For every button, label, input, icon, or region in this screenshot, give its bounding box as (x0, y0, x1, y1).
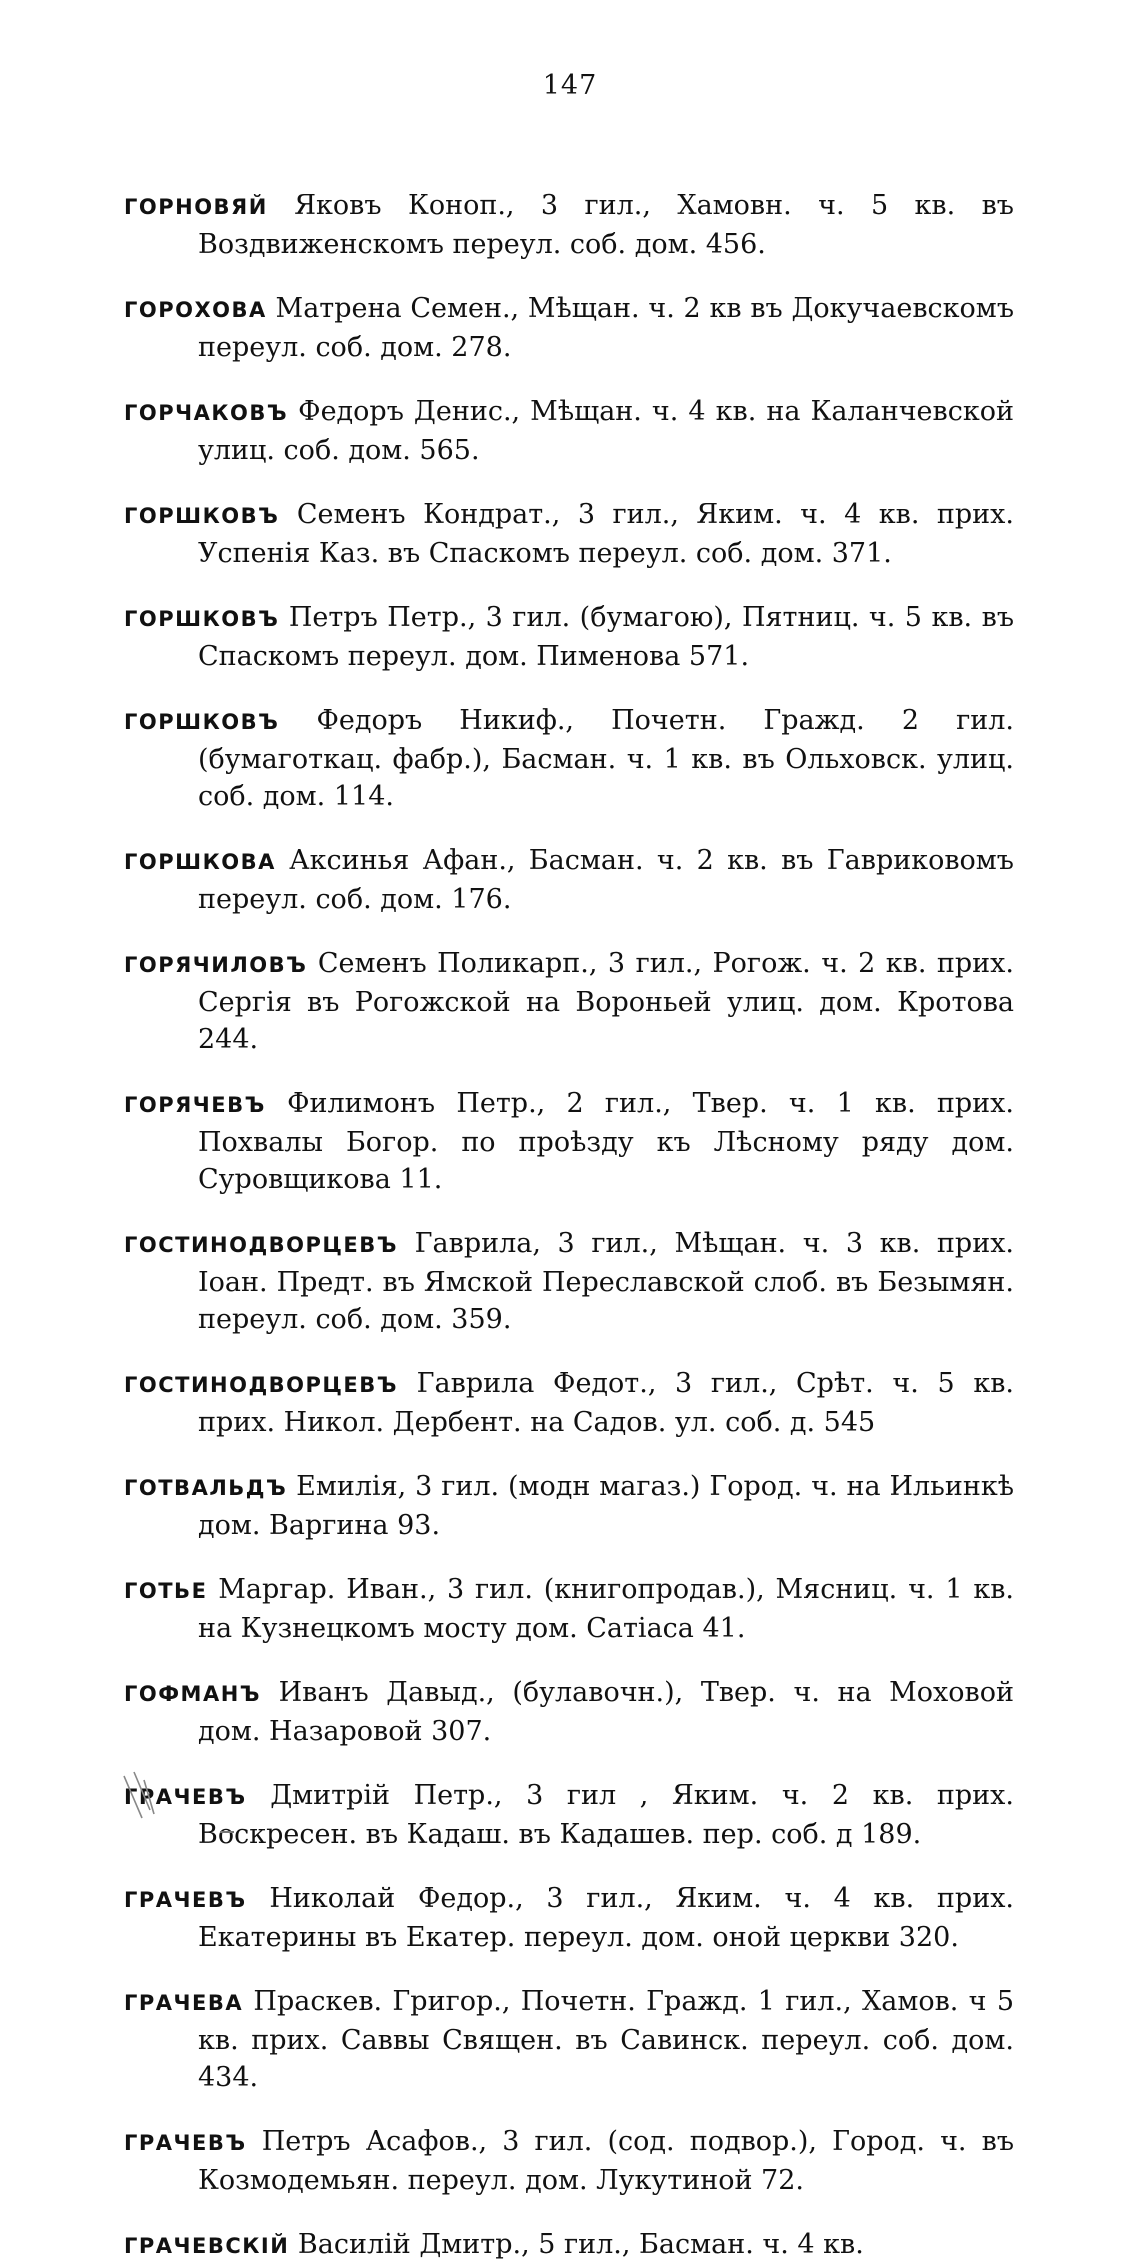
entry-surname: ГОСТИНОДВОРЦЕВЪ (124, 1373, 398, 1397)
directory-entry (124, 2123, 1014, 2199)
directory-entry (124, 187, 1014, 263)
entry-surname: ГОРЧАКОВЪ (124, 401, 289, 425)
entry-text: Яковъ Коноп., 3 гил., Хамовн. ч. 5 кв. въ Воздвиженскомъ переул. соб. дом. 456. (198, 190, 1014, 260)
entry-text: Емилія, 3 гил. (модн магаз.) Город. ч. на Ильинкѣ дом. Варгина 93. (198, 1471, 1014, 1541)
entry-surname: ГРАЧЕВСКІЙ (124, 2234, 290, 2258)
entry-text: Матрена Семен., Мѣщан. ч. 2 кв въ Докучаевскомъ переул. соб. дом. 278. (198, 293, 1014, 363)
directory-entry (124, 945, 1014, 1058)
entry-surname: ГОРОХОВА (124, 298, 267, 322)
entry-text: Праскев. Григор., Почетн. Гражд. 1 гил., Хамов. ч 5 кв. прих. Саввы Священ. въ Савинск. переул. соб. дом. 434. (198, 1986, 1014, 2093)
entry-text: Семенъ Кондрат., 3 гил., Яким. ч. 4 кв. прих. Успенія Каз. въ Спаскомъ переул. соб. дом. 371. (198, 499, 1014, 569)
entry-surname: ГРАЧЕВА (124, 1991, 244, 2015)
directory-entry (124, 393, 1014, 469)
entry-text: Федоръ Денис., Мѣщан. ч. 4 кв. на Каланчевской улиц. соб. дом. 565. (198, 396, 1014, 466)
directory-entry (124, 702, 1014, 815)
entry-text: Маргар. Иван., 3 гил. (книгопродав.), Мясниц. ч. 1 кв. на Кузнецкомъ мосту дом. Сатіаса 41. (198, 1574, 1014, 1644)
directory-entry (124, 1085, 1014, 1198)
entry-text: Петръ Петр., 3 гил. (бумагою), Пятниц. ч. 5 кв. въ Спаскомъ переул. дом. Пименова 571. (198, 602, 1014, 672)
directory-entry (124, 599, 1014, 675)
directory-entry (124, 2226, 1014, 2265)
entry-surname: ГОРЯЧЕВЪ (124, 1093, 266, 1117)
entry-surname: ГОТВАЛЬДЪ (124, 1476, 288, 1500)
directory-entry (124, 1674, 1014, 1750)
directory-entry (124, 1365, 1014, 1441)
entry-text: Гаврила Федот., 3 гил., Срѣт. ч. 5 кв. прих. Никол. Дербент. на Садов. ул. соб. д. 545 (198, 1368, 1014, 1438)
entry-text: Филимонъ Петр., 2 гил., Твер. ч. 1 кв. прих. Похвалы Богор. по проѣзду къ Лѣсному ряду дом. Суровщикова 11. (198, 1088, 1014, 1195)
directory-entry (124, 290, 1014, 366)
entry-text: Дмитрій Петр., 3 гил , Яким. ч. 2 кв. прих. Воскресен. въ Кадаш. въ Кадашев. пер. соб. д 189. (198, 1780, 1014, 1850)
directory-entry (124, 1571, 1014, 1647)
entry-text: Василій Дмитр., 5 гил., Басман. ч. 4 кв. (297, 2229, 864, 2260)
entry-text: Иванъ Давыд., (булавочн.), Твер. ч. на Моховой дом. Назаровой 307. (198, 1677, 1014, 1747)
directory-entries (124, 160, 1014, 2267)
directory-entry (124, 496, 1014, 572)
entry-text: Николай Федор., 3 гил., Яким. ч. 4 кв. прих. Екатерины въ Екатер. переул. дом. оной церкви 320. (198, 1883, 1014, 1953)
entry-surname: ГОТЬЕ (124, 1579, 208, 1603)
entry-text: Федоръ Никиф., Почетн. Гражд. 2 гил. (бумаготкац. фабр.), Басман. ч. 1 кв. въ Ольховск. улиц. соб. дом. 114. (198, 705, 1014, 812)
pencil-scribble-mark (120, 1770, 270, 1850)
entry-text: Гаврила, 3 гил., Мѣщан. ч. 3 кв. прих. Іоан. Предт. въ Ямской Переславской слоб. въ Безымян. переул. соб. дом. 359. (198, 1228, 1014, 1335)
entry-surname: ГОРШКОВА (124, 850, 276, 874)
entry-surname: ГОРШКОВЪ (124, 710, 280, 734)
entry-surname: ГОФМАНЪ (124, 1682, 262, 1706)
directory-entry (124, 842, 1014, 918)
entry-surname: ГОРЯЧИЛОВЪ (124, 953, 308, 977)
page-number: 147 (542, 70, 598, 101)
directory-entry (124, 1983, 1014, 2096)
directory-entry (124, 1880, 1014, 1956)
directory-entry (124, 1468, 1014, 1544)
entry-surname: ГОРШКОВЪ (124, 607, 280, 631)
directory-entry (124, 1225, 1014, 1338)
entry-text: Семенъ Поликарп., 3 гил., Рогож. ч. 2 кв. прих. Сергія въ Рогожской на Вороньей улиц. дом. Кротова 244. (198, 948, 1014, 1055)
entry-surname: ГРАЧЕВЪ (124, 2131, 247, 2155)
entry-surname: ГОРШКОВЪ (124, 504, 280, 528)
entry-surname: ГРАЧЕВЪ (124, 1888, 247, 1912)
entry-surname: ГОСТИНОДВОРЦЕВЪ (124, 1233, 398, 1257)
entry-text: Петръ Асафов., 3 гил. (сод. подвор.), Город. ч. въ Козмодемьян. переул. дом. Лукутиной 72. (198, 2126, 1014, 2196)
entry-surname: ГОРНОВЯЙ (124, 195, 268, 219)
entry-surname: ГРАЧЕВЪ (124, 1785, 247, 1809)
entry-text: Аксинья Афан., Басман. ч. 2 кв. въ Гавриковомъ переул. соб. дом. 176. (198, 845, 1014, 915)
